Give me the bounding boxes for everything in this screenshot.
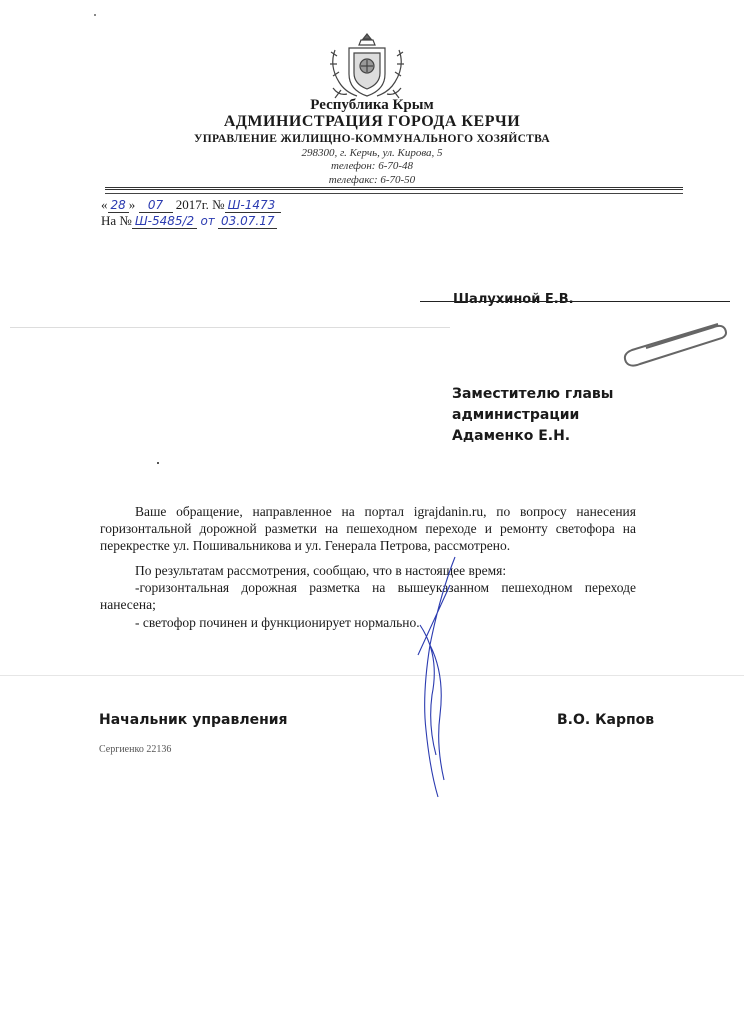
strike-through-line xyxy=(420,301,730,302)
in-reply-label: На № xyxy=(101,213,132,228)
outgoing-reference xyxy=(101,197,281,213)
incoming-reference xyxy=(101,213,277,229)
from-label: от xyxy=(200,214,215,228)
department-heading: УПРАВЛЕНИЕ ЖИЛИЩНО-КОММУНАЛЬНОГО ХОЗЯЙСТВА xyxy=(193,133,550,145)
outgoing-number: Ш-1473 xyxy=(225,198,281,213)
outgoing-month: 07 xyxy=(139,198,173,213)
year-label: 2017г. № xyxy=(175,197,225,212)
date-open-quote: « xyxy=(101,197,108,212)
header-rule-single xyxy=(105,193,683,194)
body-paragraph-2: По результатам рассмотрения, сообщаю, что в настоящее время: xyxy=(135,563,507,578)
administration-heading: АДМИНИСТРАЦИЯ ГОРОДА КЕРЧИ xyxy=(223,113,521,130)
crimea-emblem-icon xyxy=(327,30,407,102)
scan-dot xyxy=(157,462,159,464)
struck-recipient: Шалухиной Е.В. xyxy=(453,292,574,307)
header-rule-double xyxy=(105,187,683,190)
date-close-quote: » xyxy=(128,197,136,212)
body-item-1: -горизонтальная дорожная разметка на вышеуказанном пешеходном переходе нанесена; xyxy=(100,580,636,612)
paperclip-icon xyxy=(618,318,730,368)
body-item-2: - светофор починен и функционирует нормально. xyxy=(135,615,420,630)
incoming-number: Ш-5485/2 xyxy=(132,214,197,229)
fax-line: телефакс: 6-70-50 xyxy=(328,174,416,186)
handwritten-signature xyxy=(400,555,470,800)
phone-line: телефон: 6-70-48 xyxy=(330,160,414,172)
body-paragraph-1: Ваше обращение, направленное на портал igrajdanin.ru, по вопросу нанесения горизонтальной дорожной разметки на пешеходном переходе и ремонту светофора на перекрестке ул. Пошивальникова и ул. Генерала Петрова, рассмотрено. xyxy=(100,504,636,553)
address-line: 298300, г. Керчь, ул. Кирова, 5 xyxy=(301,147,443,159)
recipient-line3: Адаменко Е.Н. xyxy=(452,428,571,444)
scan-speck xyxy=(94,14,96,16)
recipient-line1: Заместителю главы xyxy=(452,386,614,402)
signer-position: Начальник управления xyxy=(99,712,288,728)
recipient-line2: администрации xyxy=(452,407,580,423)
signer-name: В.О. Карпов xyxy=(557,712,655,728)
republic-heading: Республика Крым xyxy=(310,97,434,113)
scan-fold-line xyxy=(10,327,450,328)
scan-fold-line-2 xyxy=(0,675,744,676)
executor-note: Сергиенко 22136 xyxy=(99,744,172,755)
outgoing-day: 28 xyxy=(108,198,129,213)
incoming-date: 03.07.17 xyxy=(218,214,277,229)
